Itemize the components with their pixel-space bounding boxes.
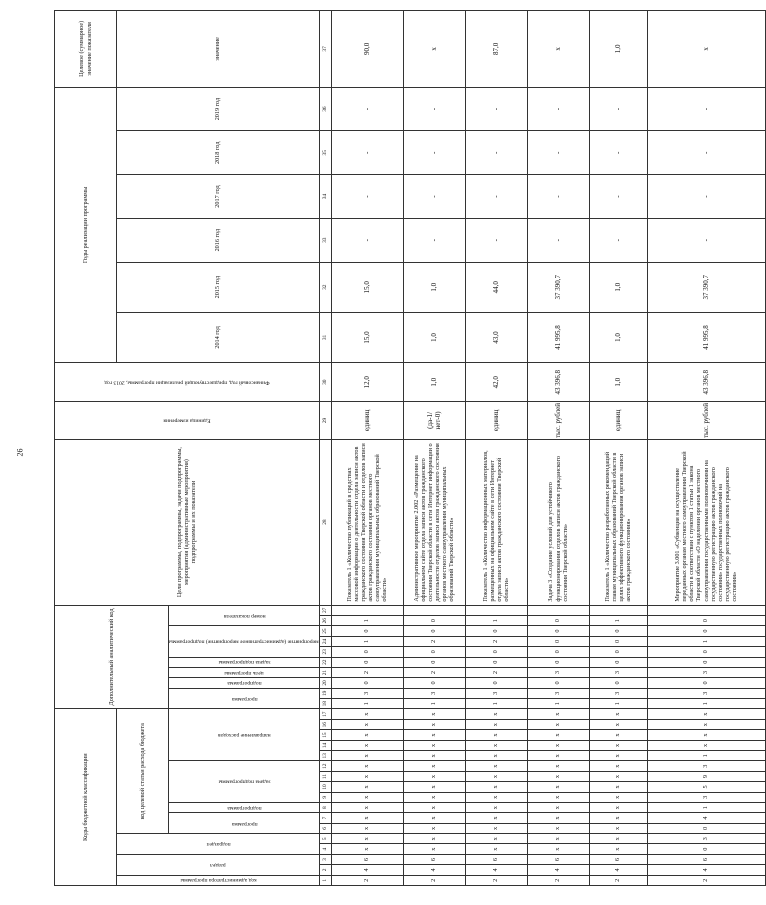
year-value-cell: -: [331, 175, 403, 219]
code-cell: х: [465, 823, 527, 833]
column-number: 25: [319, 626, 331, 636]
code-cell: х: [465, 844, 527, 854]
code-cell: х: [331, 844, 403, 854]
code-cell: х: [465, 813, 527, 823]
column-number: 29: [319, 402, 331, 439]
header-group-extra: Дополнительный аналитический код: [55, 605, 169, 709]
code-cell: х: [527, 709, 589, 720]
year-value-cell: -: [647, 87, 765, 131]
column-number: 18: [319, 699, 331, 709]
code-cell: х: [331, 803, 403, 813]
code-cell: 2: [403, 875, 465, 885]
year-value-cell: -: [465, 175, 527, 219]
header-ex-nomer: номер показателя: [169, 605, 320, 626]
code-cell: 3: [403, 688, 465, 698]
code-cell: 0: [403, 616, 465, 626]
code-cell: 2: [403, 636, 465, 646]
column-number: 36: [319, 87, 331, 131]
code-cell: 0: [403, 647, 465, 657]
code-cell: х: [589, 803, 647, 813]
code-cell: 0: [647, 823, 765, 833]
code-cell: х: [465, 740, 527, 750]
column-number: 4: [319, 844, 331, 854]
code-cell: х: [589, 720, 647, 730]
code-cell: х: [589, 834, 647, 844]
code-cell: х: [403, 823, 465, 833]
column-number: 2: [319, 865, 331, 875]
unit-cell: тыс. рублей: [527, 402, 589, 439]
year-value-cell: 41 995,8: [647, 312, 765, 362]
header-year-2017: 2017 год: [117, 175, 320, 219]
code-cell: х: [331, 823, 403, 833]
code-cell: 1: [331, 699, 403, 709]
code-cell: 4: [527, 865, 589, 875]
code-cell: х: [647, 730, 765, 740]
code-cell: 3: [331, 688, 403, 698]
table-row: [331, 11, 403, 886]
year-value-cell: -: [527, 218, 589, 262]
code-cell: [527, 605, 589, 615]
year-value-cell: -: [527, 175, 589, 219]
code-cell: х: [527, 792, 589, 802]
header-ex-meropriyatie: мероприятие (административное мероприятие) подпрограммы: [169, 626, 320, 657]
code-cell: 3: [647, 834, 765, 844]
code-cell: х: [331, 782, 403, 792]
code-cell: х: [527, 823, 589, 833]
code-cell: 1: [647, 751, 765, 761]
code-cell: х: [403, 803, 465, 813]
code-cell: х: [589, 740, 647, 750]
code-cell: 6: [527, 854, 589, 864]
fin-2013-cell: 12,0: [331, 363, 403, 402]
code-cell: 0: [527, 647, 589, 657]
year-value-cell: -: [589, 131, 647, 175]
code-cell: х: [589, 730, 647, 740]
indicator-text: Показатель 1 «Количество информационных материалов, размещенных на официальном сайте в сети Интернет отдела записи актов гражданского состояния Тверской области»: [465, 439, 527, 605]
code-cell: 0: [527, 678, 589, 688]
fin-2013-cell: 43 396,8: [647, 363, 765, 402]
column-number: 17: [319, 709, 331, 720]
code-cell: х: [403, 834, 465, 844]
code-cell: х: [527, 844, 589, 854]
year-value-cell: -: [331, 87, 403, 131]
code-cell: х: [589, 844, 647, 854]
code-cell: [589, 605, 647, 615]
code-cell: х: [403, 720, 465, 730]
code-cell: х: [331, 730, 403, 740]
code-cell: 2: [465, 875, 527, 885]
column-number: 35: [319, 131, 331, 175]
unit-cell: единиц: [331, 402, 403, 439]
year-value-cell: -: [527, 131, 589, 175]
code-cell: 0: [403, 678, 465, 688]
column-number: 32: [319, 262, 331, 312]
code-cell: х: [403, 771, 465, 781]
header-zadacha-pp: задача подпрограммы: [169, 761, 320, 803]
code-cell: [465, 605, 527, 615]
header-ex-zadacha: задача подпрограммы: [169, 657, 320, 667]
header-razdel: раздел: [117, 854, 320, 875]
code-cell: х: [403, 782, 465, 792]
code-cell: х: [331, 740, 403, 750]
code-cell: 1: [465, 699, 527, 709]
column-number: 37: [319, 11, 331, 88]
code-cell: 0: [331, 657, 403, 667]
code-cell: х: [589, 823, 647, 833]
header-year-2016: 2016 год: [117, 218, 320, 262]
table-row: [403, 11, 465, 886]
code-cell: х: [331, 792, 403, 802]
header-row-groups: [55, 11, 117, 886]
code-cell: 0: [647, 626, 765, 636]
code-cell: х: [331, 720, 403, 730]
indicator-table: [54, 10, 766, 886]
header-year-2015: 2015 год: [117, 262, 320, 312]
header-ex-cel: цель программы: [169, 667, 320, 677]
year-value-cell: -: [647, 175, 765, 219]
code-cell: х: [465, 709, 527, 720]
year-value-cell: -: [465, 87, 527, 131]
code-cell: 2: [403, 667, 465, 677]
column-number: 31: [319, 312, 331, 362]
code-cell: 2: [331, 667, 403, 677]
year-value-cell: -: [647, 131, 765, 175]
indicator-text: Административное мероприятие 2.002 «Размещение на официальном сайте отдела записи актов гражданского состояния Тверской области в сети Интернет информации о деятельности отделов записи актов гражданского состояния органов местного самоуправления муниципальных образований Тверской области»: [403, 439, 465, 605]
code-cell: 3: [647, 792, 765, 802]
code-cell: 0: [647, 678, 765, 688]
code-cell: х: [589, 751, 647, 761]
code-cell: 0: [527, 657, 589, 667]
indicator-text: Показатель 1 «Количество публикаций в средствах массовой информации о деятельности отдела записи актов гражданского состояния Тверской области и отделов записи актов гражданского состояния органов местного самоуправления муниципальных образований Тверской области»: [331, 439, 403, 605]
code-cell: х: [331, 813, 403, 823]
code-cell: 0: [465, 657, 527, 667]
code-cell: 0: [331, 647, 403, 657]
code-cell: х: [465, 792, 527, 802]
year-value-cell: -: [465, 131, 527, 175]
code-cell: 3: [527, 667, 589, 677]
code-cell: 3: [647, 761, 765, 771]
code-cell: 3: [647, 688, 765, 698]
code-cell: 0: [589, 678, 647, 688]
column-number: 28: [319, 439, 331, 605]
code-cell: 6: [647, 854, 765, 864]
column-number: 21: [319, 667, 331, 677]
code-cell: х: [465, 782, 527, 792]
header-znachenie: значение: [117, 11, 320, 88]
target-value-cell: 1,0: [589, 11, 647, 88]
target-value-cell: х: [403, 11, 465, 88]
year-value-cell: -: [403, 87, 465, 131]
header-years-group: Годы реализации программы: [55, 87, 117, 362]
code-cell: х: [589, 813, 647, 823]
code-cell: 0: [589, 626, 647, 636]
code-cell: х: [647, 720, 765, 730]
year-value-cell: -: [403, 131, 465, 175]
column-number: 10: [319, 782, 331, 792]
code-cell: 6: [589, 854, 647, 864]
code-cell: 0: [527, 616, 589, 626]
unit-cell: (да-1/ нет-0): [403, 402, 465, 439]
column-number: 7: [319, 813, 331, 823]
code-cell: 2: [465, 667, 527, 677]
year-value-cell: 44,0: [465, 262, 527, 312]
header-ex-programma: программа: [169, 688, 320, 709]
header-podprogramma: подпрограмма: [169, 803, 320, 813]
code-cell: х: [527, 782, 589, 792]
code-cell: х: [647, 740, 765, 750]
year-value-cell: 37 390,7: [527, 262, 589, 312]
code-cell: х: [527, 720, 589, 730]
page-number: 26: [15, 448, 25, 457]
year-value-cell: 15,0: [331, 312, 403, 362]
code-cell: х: [527, 813, 589, 823]
year-value-cell: -: [465, 218, 527, 262]
year-value-cell: -: [589, 218, 647, 262]
code-cell: х: [403, 730, 465, 740]
year-value-cell: 15,0: [331, 262, 403, 312]
column-number: 26: [319, 616, 331, 626]
code-cell: 0: [589, 657, 647, 667]
code-cell: [331, 605, 403, 615]
code-cell: х: [403, 709, 465, 720]
column-number: 14: [319, 740, 331, 750]
code-cell: 1: [527, 699, 589, 709]
header-year-2019: 2019 год: [117, 87, 320, 131]
table-row: [647, 11, 765, 886]
code-cell: х: [403, 813, 465, 823]
code-cell: 1: [647, 699, 765, 709]
target-value-cell: 87,0: [465, 11, 527, 88]
column-number: 9: [319, 792, 331, 802]
code-cell: х: [331, 834, 403, 844]
code-cell: 1: [647, 636, 765, 646]
rotated-table-wrapper: [54, 10, 739, 886]
table-body: [331, 11, 765, 886]
year-value-cell: 37 390,7: [647, 262, 765, 312]
code-cell: 4: [403, 865, 465, 875]
target-value-cell: х: [647, 11, 765, 88]
header-year-2014: 2014 год: [117, 312, 320, 362]
fin-2013-cell: 43 396,8: [527, 363, 589, 402]
header-programma: программа: [169, 813, 320, 834]
code-cell: 0: [403, 657, 465, 667]
code-cell: х: [589, 761, 647, 771]
code-cell: х: [465, 834, 527, 844]
header-fin-col: Финансовый год, предшествующий реализации программы, 2013 год: [55, 363, 320, 402]
column-number-row: [319, 11, 331, 886]
code-cell: 0: [589, 636, 647, 646]
code-cell: 3: [647, 667, 765, 677]
header-podrazdel: подраздел: [117, 834, 320, 855]
year-value-cell: -: [331, 131, 403, 175]
code-cell: х: [465, 730, 527, 740]
code-cell: 4: [647, 865, 765, 875]
code-cell: 1: [465, 616, 527, 626]
code-cell: 1: [589, 699, 647, 709]
code-cell: х: [465, 803, 527, 813]
year-value-cell: -: [403, 175, 465, 219]
indicator-text: Показатель 1 «Количество разработанных рекомендаций главам муниципальных образований Тверской области в целях эффективного функционирования органов записи актов гражданского состояния»: [589, 439, 647, 605]
year-value-cell: 1,0: [403, 312, 465, 362]
code-cell: 0: [647, 844, 765, 854]
code-cell: х: [527, 761, 589, 771]
code-cell: 0: [331, 626, 403, 636]
column-number: 12: [319, 761, 331, 771]
code-cell: 0: [647, 657, 765, 667]
code-cell: х: [527, 751, 589, 761]
code-cell: х: [589, 792, 647, 802]
code-cell: 5: [647, 782, 765, 792]
header-admin-code: код администратора программы: [117, 875, 320, 885]
code-cell: х: [331, 771, 403, 781]
column-number: 27: [319, 605, 331, 615]
code-cell: 9: [647, 771, 765, 781]
code-cell: х: [589, 771, 647, 781]
code-cell: х: [331, 761, 403, 771]
header-year-2018: 2018 год: [117, 131, 320, 175]
year-value-cell: 1,0: [589, 262, 647, 312]
year-value-cell: -: [647, 218, 765, 262]
code-cell: х: [403, 844, 465, 854]
code-cell: [647, 605, 765, 615]
code-cell: 3: [589, 667, 647, 677]
header-napravlenie: направление расходов: [169, 709, 320, 761]
code-cell: 3: [527, 688, 589, 698]
fin-2013-cell: 1,0: [403, 363, 465, 402]
code-cell: 6: [331, 854, 403, 864]
code-cell: 4: [331, 865, 403, 875]
code-cell: 0: [527, 636, 589, 646]
code-cell: х: [527, 730, 589, 740]
code-cell: [403, 605, 465, 615]
code-cell: х: [403, 740, 465, 750]
header-name-col: Цели программы, подпрограммы, задачи подпрограммы, мероприятия (административные мероприятия) подпрограммы и их показатели: [55, 439, 320, 605]
code-cell: х: [647, 709, 765, 720]
header-ex-podprogramma: подпрограмма: [169, 678, 320, 688]
code-cell: х: [465, 761, 527, 771]
code-cell: х: [527, 834, 589, 844]
year-value-cell: -: [403, 218, 465, 262]
column-number: 15: [319, 730, 331, 740]
table-row: [465, 11, 527, 886]
column-number: 20: [319, 678, 331, 688]
column-number: 23: [319, 647, 331, 657]
code-cell: 3: [589, 688, 647, 698]
column-number: 33: [319, 218, 331, 262]
unit-cell: единиц: [465, 402, 527, 439]
column-number: 24: [319, 636, 331, 646]
header-group-target: код целевой статьи расхода бюджета: [117, 709, 169, 834]
column-number: 13: [319, 751, 331, 761]
code-cell: х: [465, 751, 527, 761]
year-value-cell: 43,0: [465, 312, 527, 362]
column-number: 22: [319, 657, 331, 667]
column-number: 1: [319, 875, 331, 885]
column-number: 34: [319, 175, 331, 219]
code-cell: х: [527, 771, 589, 781]
code-cell: 2: [465, 636, 527, 646]
year-value-cell: 1,0: [403, 262, 465, 312]
code-cell: 0: [647, 647, 765, 657]
code-cell: 4: [465, 865, 527, 875]
code-cell: 2: [331, 875, 403, 885]
code-cell: 6: [465, 854, 527, 864]
code-cell: х: [589, 782, 647, 792]
target-value-cell: х: [527, 11, 589, 88]
code-cell: 3: [465, 688, 527, 698]
code-cell: 0: [465, 647, 527, 657]
code-cell: х: [527, 803, 589, 813]
column-number: 3: [319, 854, 331, 864]
code-cell: 0: [527, 626, 589, 636]
code-cell: х: [403, 792, 465, 802]
code-cell: 4: [647, 813, 765, 823]
code-cell: х: [331, 751, 403, 761]
header-target-col: Целевое (суммарное) значение показателя: [55, 11, 117, 88]
header-group-codes: Коды бюджетной классификации: [55, 709, 117, 886]
unit-cell: тыс. рублей: [647, 402, 765, 439]
code-cell: х: [465, 720, 527, 730]
code-cell: 0: [589, 647, 647, 657]
code-cell: 1: [331, 616, 403, 626]
year-value-cell: -: [589, 175, 647, 219]
code-cell: 1: [331, 636, 403, 646]
column-number: 16: [319, 720, 331, 730]
year-value-cell: -: [527, 87, 589, 131]
code-cell: 0: [465, 626, 527, 636]
code-cell: 1: [647, 803, 765, 813]
fin-2013-cell: 42,0: [465, 363, 527, 402]
table-row: [527, 11, 589, 886]
header-unit-col: Единица измерения: [55, 402, 320, 439]
code-cell: 1: [403, 699, 465, 709]
code-cell: х: [465, 771, 527, 781]
code-cell: х: [403, 751, 465, 761]
year-value-cell: 1,0: [589, 312, 647, 362]
column-number: 6: [319, 823, 331, 833]
code-cell: х: [589, 709, 647, 720]
column-number: 30: [319, 363, 331, 402]
column-number: 19: [319, 688, 331, 698]
code-cell: 2: [589, 875, 647, 885]
table-row: [589, 11, 647, 886]
code-cell: 0: [647, 616, 765, 626]
column-number: 5: [319, 834, 331, 844]
year-value-cell: 41 995,8: [527, 312, 589, 362]
code-cell: 1: [589, 616, 647, 626]
code-cell: 0: [331, 678, 403, 688]
year-value-cell: -: [331, 218, 403, 262]
code-cell: 0: [465, 678, 527, 688]
target-value-cell: 90,0: [331, 11, 403, 88]
code-cell: 2: [527, 875, 589, 885]
column-number: 11: [319, 771, 331, 781]
code-cell: 6: [403, 854, 465, 864]
code-cell: 4: [589, 865, 647, 875]
unit-cell: единиц: [589, 402, 647, 439]
column-number: 8: [319, 803, 331, 813]
code-cell: х: [331, 709, 403, 720]
indicator-text: Задача 3 «Создание условий для устойчивого функционирования отделов записи актов гражданского состояния Тверской области»: [527, 439, 589, 605]
code-cell: 2: [647, 875, 765, 885]
code-cell: 0: [403, 626, 465, 636]
fin-2013-cell: 1,0: [589, 363, 647, 402]
indicator-text: Мероприятие 3.001 «Субвенция на осуществление переданных органам местного самоуправления Тверской области в соответствии с пунктом 1 статьи 1 закона Тверской области «О наделении органов местного самоуправления государственными полномочиями на государственную регистрацию актов гражданского состояния» государственных полномочий на государственную регистрацию актов гражданского состояния»: [647, 439, 765, 605]
code-cell: х: [403, 761, 465, 771]
code-cell: х: [527, 740, 589, 750]
year-value-cell: -: [589, 87, 647, 131]
